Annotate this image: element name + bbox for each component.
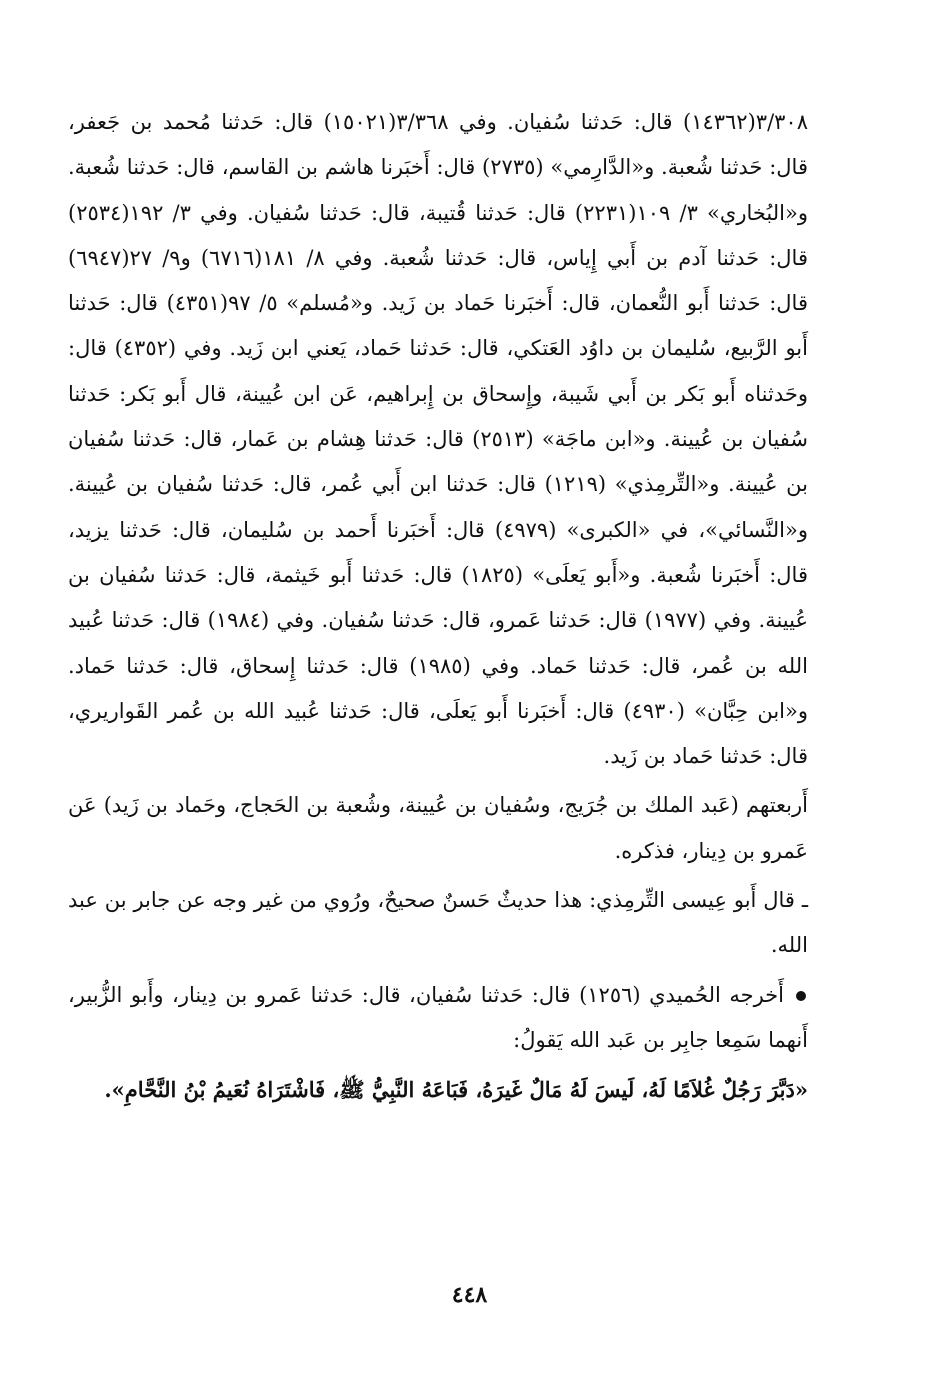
bullet-icon — [796, 991, 806, 1001]
page-body — [68, 100, 808, 1113]
humaydi-text: أَخرجه الحُميدي (١٢٥٦) قال: حَدثنا سُفيان، قال: حَدثنا عَمرو بن دِينار، وأَبو الزُّبير، أَنهما سَمِعا جابِر بن عَبد الله يَقولُ: — [68, 982, 808, 1052]
page-number: ٤٤٨ — [451, 1282, 488, 1308]
humaydi-paragraph — [68, 973, 808, 1064]
tirmidhi-comment: ـ قال أَبو عِيسى التِّرمِذي: هذا حديثٌ حَسنٌ صحيحٌ، ورُوي من غير وجه عن جابر بن عبد الله. — [68, 888, 808, 958]
takhrij-paragraph: ٣/٣٠٨(١٤٣٦٢) قال: حَدثنا سُفيان. وفي ٣/٣٦٨(١٥٠٢١) قال: حَدثنا مُحمد بن جَعفر، قال: حَدثنا شُعبة. و«الدَّارِمي» (٢٧٣٥) قال: أَخبَرنا هاشم بن القاسم، قال: حَدثنا شُعبة. و«البُخاري» ٣/ ١٠٩(٢٢٣١) قال: حَدثنا قُتيبة، قال: حَدثنا سُفيان. وفي ٣/ ١٩٢(٢٥٣٤) قال: حَدثنا آدم بن أَبي إِياس، قال: حَدثنا شُعبة. وفي ٨/ ١٨١(٦٧١٦) و٩/ ٢٧(٦٩٤٧) قال: حَدثنا أَبو النُّعمان، قال: أَخبَرنا حَماد بن زَيد. و«مُسلم» ٥/ ٩٧(٤٣٥١) قال: حَدثنا أَبو الرَّبيع، سُليمان بن داوُد العَتكي، قال: حَدثنا حَماد، يَعني ابن زَيد. وفي (٤٣٥٢) قال: وحَدثناه أَبو بَكر بن أَبي شَيبة، وإِسحاق بن إِبراهيم، عَن ابن عُيينة، قال أَبو بَكر: حَدثنا سُفيان بن عُيينة. و«ابن ماجَة» (٢٥١٣) قال: حَدثنا هِشام بن عَمار، قال: حَدثنا سُفيان بن عُيينة. و«التِّرمِذي» (١٢١٩) قال: حَدثنا ابن أَبي عُمر، قال: حَدثنا سُفيان بن عُيينة. و«النَّسائي»، في «الكبرى» (٤٩٧٩) قال: أَخبَرنا أَحمد بن سُليمان، قال: حَدثنا يزيد، قال: أَخبَرنا شُعبة. و«أَبو يَعلَى» (١٨٢٥) قال: حَدثنا أَبو خَيثمة، قال: حَدثنا سُفيان بن عُيينة. وفي (١٩٧٧) قال: حَدثنا عَمرو، قال: حَدثنا سُفيان. وفي (١٩٨٤) قال: حَدثنا عُبيد الله بن عُمر، قال: حَدثنا حَماد. وفي (١٩٨٥) قال: حَدثنا إِسحاق، قال: حَدثنا حَماد. و«ابن حِبَّان» (٤٩٣٠) قال: أَخبَرنا أَبو يَعلَى، قال: حَدثنا عُبيد الله بن عُمر القَواريري، قال: حَدثنا حَماد بن زَيد. — [68, 110, 808, 769]
summary-paragraph: أَربعتهم (عَبد الملك بن جُرَيج، وسُفيان بن عُيينة، وشُعبة بن الحَجاج، وحَماد بن زَيد) عَن عَمرو بن دِينار، فذكره. — [68, 793, 808, 863]
hadith-text: «دَبَّرَ رَجُلٌ غُلاَمًا لَهُ، لَيسَ لَهُ مَالٌ غَيرَهُ، فَبَاعَهُ النَّبِيُّ ﷺ، فَاشْتَرَاهُ نُعَيمُ بْنُ النَّحَّامِ». — [104, 1077, 808, 1103]
